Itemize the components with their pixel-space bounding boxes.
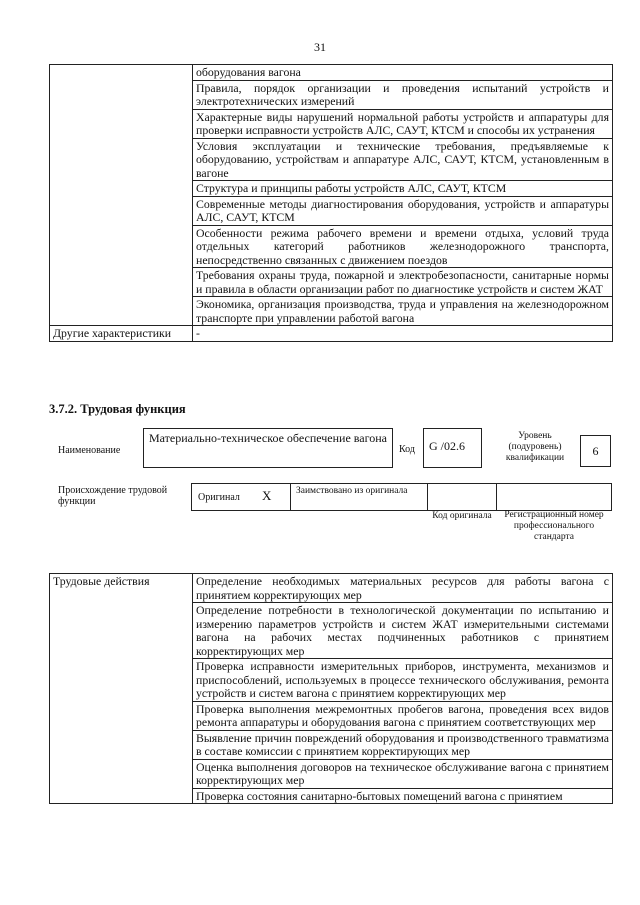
knowledge-item: Современные методы диагностирования оборудования, устройств и аппаратуры АЛС, САУТ, КТСМ <box>193 196 613 225</box>
knowledge-item: Особенности режима рабочего времени и времени отдыха, условий труда отдельных категорий работников железнодорожного транспорта, непосредственно связанных с движением поездов <box>193 225 613 268</box>
origin-label: Происхождение трудовой функции <box>58 485 168 507</box>
function-code: G /02.6 <box>429 439 465 453</box>
level-value: 6 <box>592 444 599 458</box>
registration-number-box <box>496 483 612 511</box>
function-name: Материально-техническое обеспечение вагона <box>149 431 388 445</box>
knowledge-item: Правила, порядок организации и проведения испытаний устройств и электротехнических измерений <box>193 80 613 109</box>
code-box <box>423 428 482 468</box>
section-title: 3.7.2. Трудовая функция <box>49 402 186 416</box>
level-label: Уровень (подуровень) квалификации <box>505 431 565 463</box>
table-row <box>50 326 613 342</box>
labor-actions-label: Трудовые действия <box>50 574 193 804</box>
original-code-box <box>427 483 497 511</box>
label-cell-empty <box>50 65 193 326</box>
labor-action-item: Проверка состояния санитарно-бытовых помещений вагона с принятием <box>193 788 613 804</box>
labor-action-item: Проверка исправности измерительных приборов, инструмента, механизмов и приспособлений, используемых в процессе технического обслуживания, ремонта устройств и систем вагона с принятием корректирующих мер <box>193 659 613 702</box>
original-mark: X <box>262 488 272 503</box>
labor-action-item: Определение необходимых материальных ресурсов для работы вагона с принятием корректирующих мер <box>193 574 613 603</box>
other-characteristics-value: - <box>193 326 613 342</box>
registration-caption: Регистрационный номер профессионального стандарта <box>504 510 604 542</box>
labor-action-item: Определение потребности в технологической документации по испытанию и измерению параметров устройств и систем ЖАТ измерительными системами вагона на рабочих местах подчиненных работников с принятием корректирующих мер <box>193 603 613 659</box>
name-label: Наименование <box>58 445 121 456</box>
code-caption: Код оригинала <box>432 511 492 521</box>
original-box <box>191 483 291 511</box>
knowledge-item: Структура и принципы работы устройств АЛС, САУТ, КТСМ <box>193 181 613 197</box>
knowledge-item: оборудования вагона <box>193 65 613 81</box>
function-name-box <box>143 428 393 468</box>
labor-action-item: Оценка выполнения договоров на техническое обслуживание вагона с принятием корректирующих мер <box>193 759 613 788</box>
borrowed-label: Заимствовано из оригинала <box>296 486 408 496</box>
original-label: Оригинал <box>198 492 240 503</box>
borrowed-box <box>290 483 428 511</box>
other-characteristics-label: Другие характеристики <box>50 326 193 342</box>
page-number: 31 <box>314 40 326 54</box>
labor-action-item: Проверка выполнения межремонтных пробегов вагона, проведения всех видов ремонта аппаратуры и оборудования вагона с принятием соответствующих мер <box>193 701 613 730</box>
code-label: Код <box>399 444 415 455</box>
table-row <box>50 65 613 81</box>
labor-action-item: Выявление причин повреждений оборудования и производственного травматизма в составе комиссии с принятием корректирующих мер <box>193 730 613 759</box>
level-box <box>580 435 611 467</box>
knowledge-item: Требования охраны труда, пожарной и электробезопасности, санитарные нормы и правила в области организации работ по диагностике устройств и систем ЖАТ <box>193 268 613 297</box>
table-row <box>50 574 613 603</box>
labor-actions-table <box>49 573 613 804</box>
knowledge-item: Условия эксплуатации и технические требования, предъявляемые к оборудованию, устройствам и аппаратуре АЛС, САУТ, КТСМ, установленным в вагоне <box>193 138 613 181</box>
knowledge-table <box>49 64 613 342</box>
knowledge-item: Экономика, организация производства, труда и управления на железнодорожном транспорте при управлении работой вагона <box>193 297 613 326</box>
knowledge-item: Характерные виды нарушений нормальной работы устройств и аппаратуры для проверки исправности устройств АЛС, САУТ, КТСМ и способы их устранения <box>193 109 613 138</box>
